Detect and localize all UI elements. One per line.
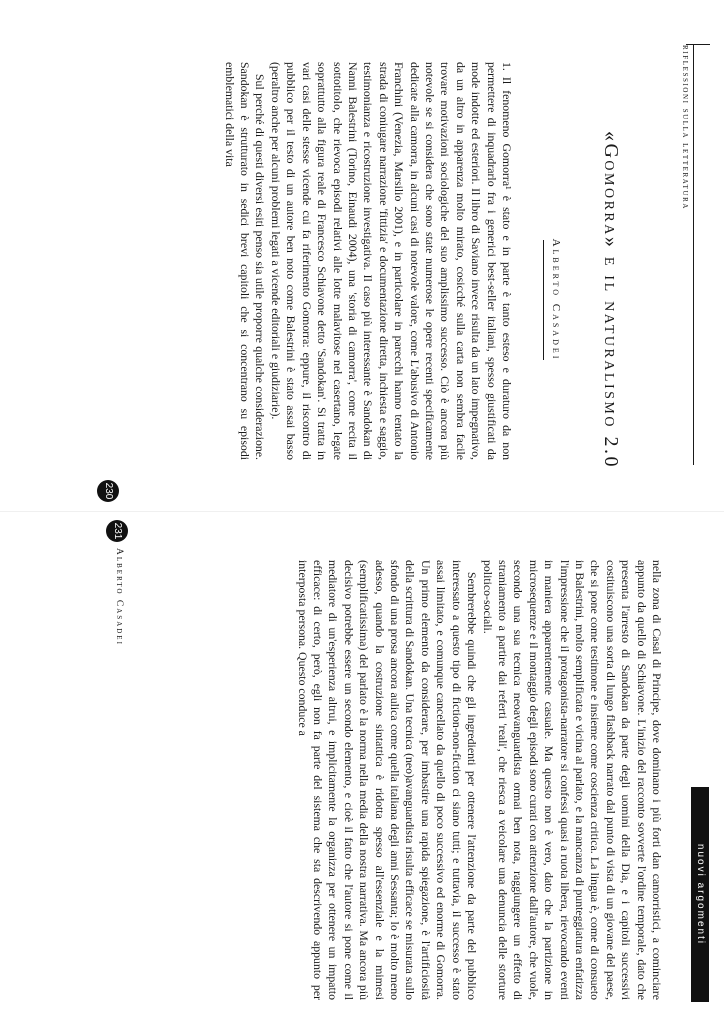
running-head: Alberto Casadei <box>114 548 124 646</box>
page-number: 231 <box>106 520 128 542</box>
page-number: 230 <box>97 480 119 502</box>
right-page <box>0 512 724 1024</box>
section-tab: nuovi argomenti <box>691 787 709 1002</box>
paragraph: Sembrerebbe quindi che gli ingredienti per ottenere l'attenzione da parte del pubblico interessato a questo tipo di fiction-non-fiction ci siano tutti; e tuttavia, il successo è stato assai limitato, e comunque cancellato da quello di poco successivo ed enorme di Gomorra. Un primo elemento da considerare, per imbastire una rapida spiegazione, è l'artificiosità della scrittura di Sandokan. Una tecnica (neo)avanguardista risulta efficace se misurata sullo sfondo di una prosa ancora aulica come quella italiana degli anni Sessanta; lo è molto meno adesso, quando la costruzione sintattica è ridotta spesso all'essenziale e la mimesi (semplificatissima) del parlato è la norma nella media della nostra narrativa. Ma ancora più decisivo potrebbe essere un secondo elemento, e cioè il fatto che l'autore si pone come il mediatore di un'esperienza altrui, e implicitamente la organizza per ottenere un impatto efficace: di certo, però, egli non fa parte del sistema che sta descrivendo appunto per interposta persona. Questo conduce a <box>295 560 480 1000</box>
author-rule <box>543 240 544 360</box>
paragraph: nella zona di Casal di Principe, dove dominano i più forti dan camorristici, a cominciare appunto da quello di Schiavone. L'inizio del racconto sovverte l'ordine temporale, dato che presenta l'arresto di Sandokan da parte degli uomini della Dia, e i capitoli successivi costituiscono una sorta di lungo flashback narrato dal punto di vista di un giovane del paese, che si pone come testimone e insieme come coscienza critica. La lingua è, come di consueto in Balestrini, molto semplificata e vicina al parlato, e la mancanza di punteggiatura enfatizza l'impressione che il protagonista-narratore si confessi quasi a ruota libera, rievocando eventi in maniera apparentemente casuale. Ma questo non è vero, dato che la partizione in microsequenze e il montaggio degli episodi sono curati con attenzione dall'autore, che vuole, secondo una sua tecnica neoavanguardista ormai ben nota, raggiungere un effetto di straniamento a partire dai referti 'reali', che riesca a veicolare una denuncia delle storture politico-sociali. <box>480 560 664 1000</box>
paragraph: Sul perché di questi diversi esiti penso sia utile proporre qualche considerazione. Sandokan è strutturato in sedici brevi capitoli che si concentrano su episodi emblematici della vita <box>222 62 268 460</box>
paragraph: 1. Il fenomeno Gomorra¹ è stato e in parte è tanto esteso e duraturo da non permettere di inquadrarlo fra i generici best-seller italiani, spesso giustificati da mode indotte ed esteriori. Il libro di Saviano invece risulta da un lato impegnativo, da un altro in apparenza molto mirato, cosicché sulla carta non sembra facile trovare motivazioni sociologiche del suo amplissimo successo. Ciò è ancora più notevole se si considera che sono state numerose le opere recenti specificamente dedicate alla camorra, in alcuni casi di notevole valore, come L'abusivo di Antonio Franchini (Venezia, Marsilio 2001), e in particolare in parecchi hanno tentato la strada di coniugare narrazione 'fittizia' e documentazione diretta, inchiesta e saggio, testimonianza e ricostruzione investigativa. Il caso più interessante è Sandokan di Nanni Balestrini (Torino, Einaudi 2004), una 'storia di camorra', come recita il sottotitolo, che rievoca episodi relativi alle lotte malavitose nel casertano, legate soprattutto alla figura reale di Francesco Schiavone detto 'Sandokan'. Si tratta in vari casi delle stesse vicende cui fa riferimento Gomorra: eppure, il riscontro di pubblico per il testo di un autore ben noto come Balestrini è stato assai basso (peraltro anche per alcuni problemi legati a vicende editoriali e giudiziarie). <box>268 62 514 460</box>
article-author: Alberto Casadei <box>550 238 562 362</box>
left-body-text <box>221 62 514 460</box>
article-title: «Gomorra» e il naturalismo 2.0 <box>600 130 622 469</box>
right-body-text <box>294 560 664 1000</box>
running-head: riflessioni sulla letteratura <box>680 45 694 465</box>
